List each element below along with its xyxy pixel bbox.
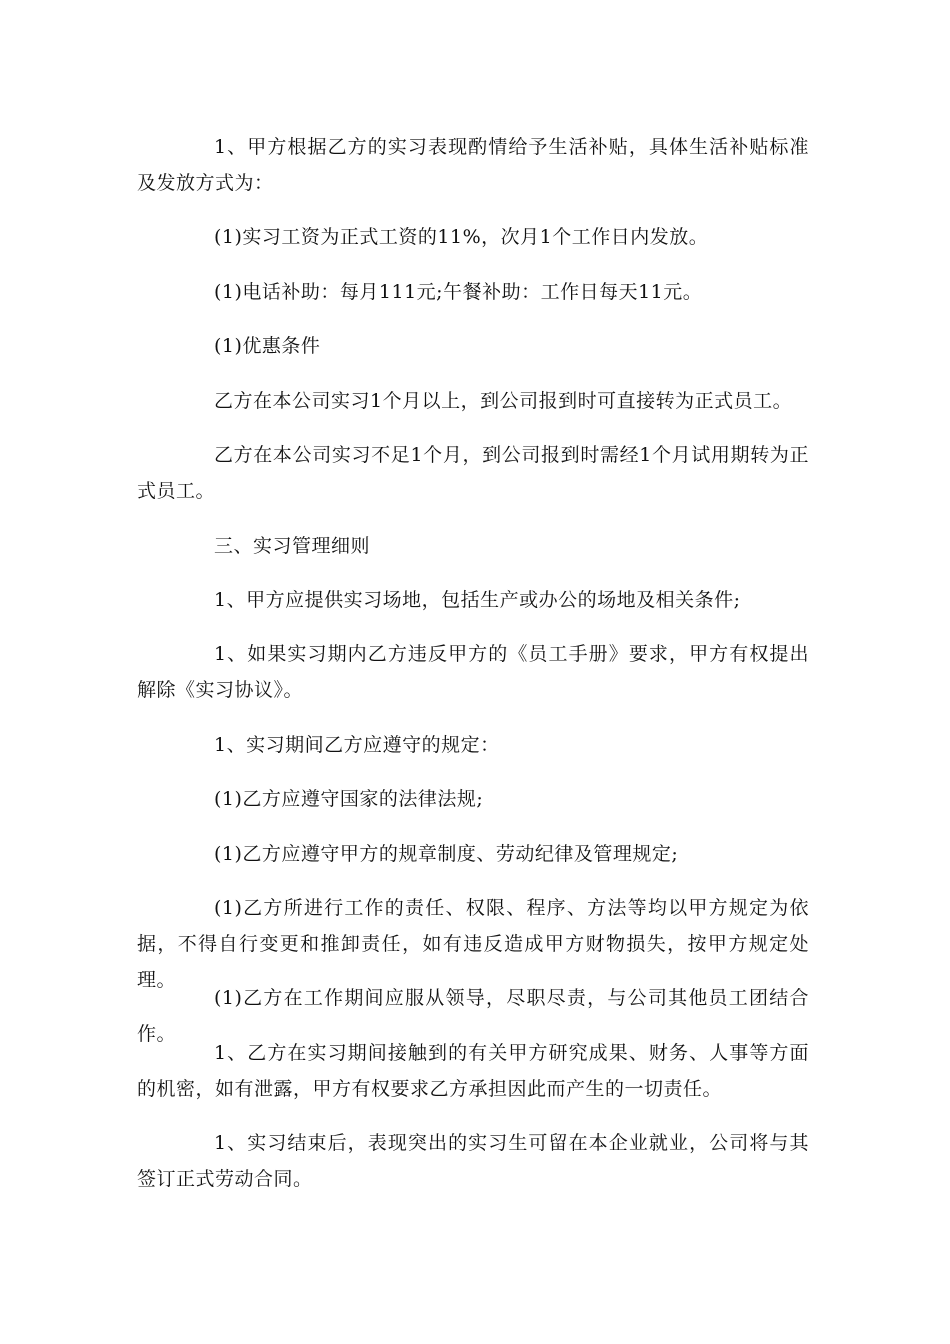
paragraph-employment-after-internship: 1、实习结束后，表现突出的实习生可留在本企业就业，公司将与其签订正式劳动合同。 xyxy=(137,1132,809,1190)
paragraph-under-one-month: 乙方在本公司实习不足1个月，到公司报到时需经1个月试用期转为正式员工。 xyxy=(137,444,809,502)
paragraph-rules-intro: 1、实习期间乙方应遵守的规定： xyxy=(214,734,500,756)
paragraph-obey-regulations: (1)乙方应遵守甲方的规章制度、劳动纪律及管理规定; xyxy=(214,843,679,865)
paragraph-obey-laws: (1)乙方应遵守国家的法律法规; xyxy=(214,788,484,810)
paragraph-provide-site: 1、甲方应提供实习场地，包括生产或办公的场地及相关条件; xyxy=(214,589,741,611)
paragraph-obey-leadership: (1)乙方在工作期间应服从领导，尽职尽责，与公司其他员工团结合作。 xyxy=(137,987,809,1045)
paragraph-over-one-month: 乙方在本公司实习1个月以上，到公司报到时可直接转为正式员工。 xyxy=(214,390,793,412)
paragraph-intern-salary: (1)实习工资为正式工资的11%，次月1个工作日内发放。 xyxy=(214,226,709,248)
section-heading-management-rules: 三、实习管理细则 xyxy=(214,535,371,557)
paragraph-work-responsibility: (1)乙方所进行工作的责任、权限、程序、方法等均以甲方规定为依据，不得自行变更和推卸责任，如有违反造成甲方财物损失，按甲方规定处理。 xyxy=(137,897,809,991)
paragraph-terminate-agreement: 1、如果实习期内乙方违反甲方的《员工手册》要求，甲方有权提出解除《实习协议》。 xyxy=(137,643,809,701)
paragraph-confidentiality: 1、乙方在实习期间接触到的有关甲方研究成果、财务、人事等方面的机密，如有泄露，甲方有权要求乙方承担因此而产生的一切责任。 xyxy=(137,1042,809,1100)
paragraph-preferential-conditions: (1)优惠条件 xyxy=(214,335,321,357)
paragraph-living-allowance: 1、甲方根据乙方的实习表现酌情给予生活补贴，具体生活补贴标准及发放方式为： xyxy=(137,136,809,194)
paragraph-phone-meal-allowance: (1)电话补助：每月111元;午餐补助：工作日每天11元。 xyxy=(214,281,703,303)
